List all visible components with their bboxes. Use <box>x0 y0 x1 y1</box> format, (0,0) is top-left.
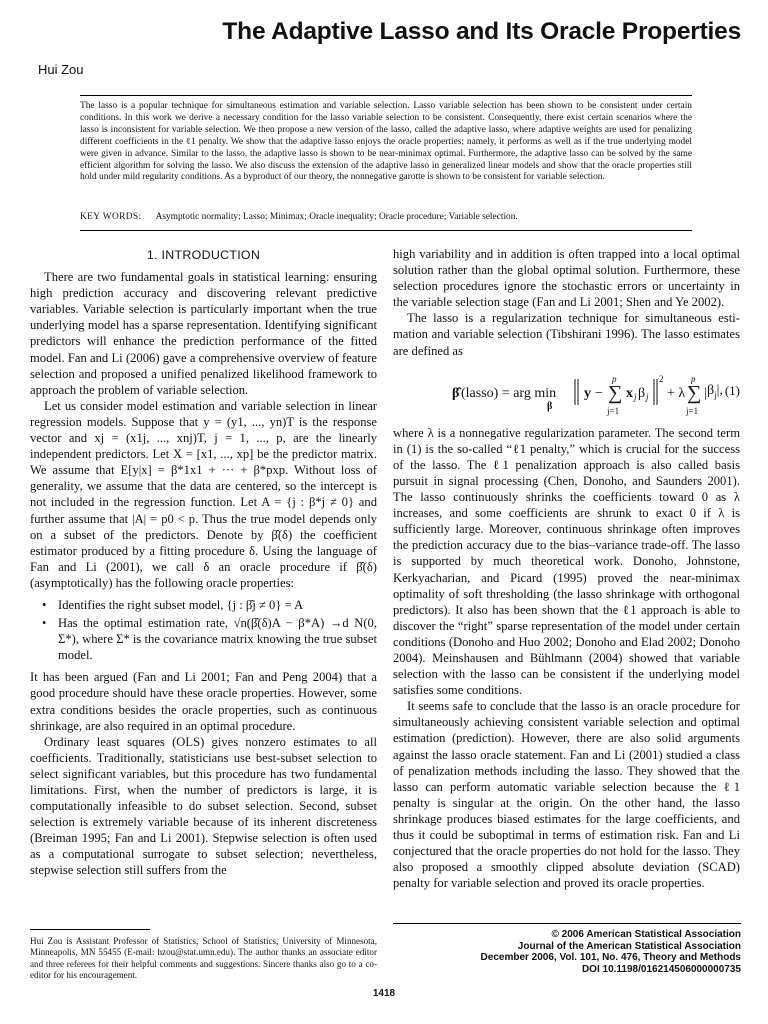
equation-sum-2-top: p <box>691 373 696 384</box>
equation-xj: x <box>626 385 633 401</box>
keywords-text: Asymptotic normality; Lasso; Minimax; Oracle inequality; Oracle procedure; Variable selection. <box>155 212 518 222</box>
equation-sum-2-bottom: j=1 <box>686 405 699 416</box>
equation-betaj-sub: j <box>646 391 649 402</box>
paragraph: Let us consider model estimation and variable selection in linear regression models. Suppose that y = (y1, ..., yn)T is the response vector and xj = (x1j, ..., xnj)T, j = 1, ..., p, are the linearly independent predictors. Let X = [x1, ..., xp] be the predictor matrix. We assume that E[y|x] = β*1x1 + ··· + β*pxp. Without loss of generality, we assume that the data are centered, so the intercept is not included in the regression function. Let A = {j : β*j ≠ 0} and further assume that |A| = p0 < p. Thus the true model depends only on a subset of the predictors. Denote by β̂(δ) the coefficient estimator produced by a fitting procedure δ. Using the language of Fan and Li (2001), we call δ an oracle procedure if β̂(δ) (asymptotically) has the following oracle properties: <box>30 398 377 590</box>
equation-minus: − <box>595 385 603 401</box>
journal-line: Journal of the American Statistical Association <box>517 940 741 952</box>
equation-sum-1-bottom: j=1 <box>607 405 620 416</box>
footnote-rule <box>30 929 150 930</box>
paragraph: where λ is a nonnegative regularization parameter. The second term in (1) is the so-called “ℓ1 penalty,” which is crucial for the success of the lasso. The ℓ1 penalization approach is also called basis pursuit in signal processing (Chen, Donoho, and Saunders 2001). The lasso continuously shrinks the coefficients toward 0 as λ increases, and some coefficients are shrunk to exact 0 if λ is sufficiently large. Moreover, continuous shrinkage often improves the prediction accuracy due to the bias–variance trade-off. The lasso is supported by much theoretical work. Donoho, Johnstone, Kerkyacharian, and Picard (1995) proved the near-minimax optimality of soft thresholding (the lasso shrinkage with orthogonal predictors). It also has been shown that the ℓ1 approach is able to discover the “right” sparse representation of the model under certain conditions (Donoho and Huo 2002; Donoho and Elad 2002; Donoho 2004). Meinshausen and Bühlmann (2004) showed that variable selection with the lasso can be consistent if the underlying model satisfies some conditions. <box>393 425 740 698</box>
equation-betaj: β <box>638 385 646 401</box>
paragraph: Ordinary least squares (OLS) gives nonzero estimates to all coefficients. Traditionally, statisticians use best-subset selection to select significant variables, but this procedure has two fundamental limitations. First, when the number of predictors is large, it is computationally infeasible to do subset selection. Second, subset selection is extremely variable because of its inherent discreteness (Breiman 1995; Fan and Li 2001). Stepwise selection is often used as a computational surrogate to subset selection; nevertheless, stepwise selection still suffers from the <box>30 734 377 878</box>
left-column <box>30 248 377 879</box>
right-column <box>393 246 740 891</box>
paragraph: It seems safe to conclude that the lasso is an oracle procedure for simultaneously achieving consistent variable selection and optimal estimation (prediction). However, there are also solid arguments against the lasso oracle statement. Fan and Li (2001) studied a class of penalization methods including the lasso. They showed that the lasso can perform automatic variable selection because the ℓ1 penalty is singular at the origin. On the other hand, the lasso shrinkage produces biased estimates for the large coefficients, and thus it could be suboptimal in terms of estimation risk. Fan and Li conjectured that the oracle properties do not hold for the lasso. They also proposed a smoothly clipped absolute deviation (SCAD) penalty for variable selection and proved its oracle properties. <box>393 699 740 891</box>
equation-abs-start: | <box>704 385 707 401</box>
doi-line: DOI 10.1198/016214506000000735 <box>581 963 741 975</box>
paragraph: It has been argued (Fan and Li 2001; Fan and Peng 2004) that a good procedure should have these oracle properties. However, some extra conditions besides the oracle properties, such as continuous shrinkage, are also required in an optimal procedure. <box>30 670 377 733</box>
issue-line: December 2006, Vol. 101, No. 476, Theory and Methods <box>480 952 741 964</box>
paragraph: There are two fundamental goals in statistical learning: ensuring high prediction accuracy and discovering relevant predictive variables. Variable selection is particularly important when the true underlying model has a sparse representation. Identifying significant predictors will enhance the prediction performance of the fitted model. Fan and Li (2006) gave a comprehensive overview of feature selection and proposed a unified penalized likelihood framework to approach the problem of variable selection. <box>30 270 377 397</box>
equation-sum-2: ∑ <box>687 381 702 404</box>
equation-argmin-sub: β <box>547 400 553 412</box>
equation-sum-1-top: p <box>612 373 617 384</box>
section-heading: 1. INTRODUCTION <box>146 248 261 262</box>
equation-xj-sub: j <box>634 391 637 402</box>
author-name: Hui Zou <box>38 62 84 77</box>
list-item: • Identifies the right subset model, {j : β̂j ≠ 0} = A <box>42 597 377 613</box>
equation-sum-1: ∑ <box>608 381 623 404</box>
abstract-top-rule <box>80 95 692 96</box>
publication-rule <box>393 923 741 924</box>
equation-square: 2 <box>659 373 664 384</box>
equation-plus-lambda: + λ <box>667 385 686 401</box>
equation-y: y <box>584 385 591 401</box>
page-number: 1418 <box>372 988 396 999</box>
oracle-properties-list <box>42 597 377 663</box>
author-footnote: Hui Zou is Assistant Professor of Statistics, School of Statistics, University of Minnesota, Minneapolis, MN 55455 (E-mail: hzou@stat.umn.edu). The author thanks an associate editor and three referees for their helpful comments and suggestions. Sincere thanks also go to a co-editor for his encouragement. <box>30 936 377 980</box>
equation-beta-hat: β̂ <box>452 385 460 401</box>
keywords <box>80 212 720 222</box>
lasso-equation <box>393 363 740 421</box>
equation-number: (1) <box>724 382 740 398</box>
paper-title: The Adaptive Lasso and Its Oracle Properties <box>222 18 741 45</box>
paragraph: high variability and in addition is often trapped into a local optimal solution rather than the global optimal solution. Furthermore, these selection procedures ignore the stochastic errors or uncertainty in the variable selection stage (Fan and Li 2001; Shen and Ye 2002). <box>393 247 740 310</box>
equation-abs-term: $\beta_j|$, <box>707 382 723 400</box>
list-item: • Has the optimal estimation rate, √n(β̂(δ)A − β*A) →d N(0, Σ*), where Σ* is the covariance matrix knowing the true subset model. <box>42 615 377 663</box>
abstract: The lasso is a popular technique for simultaneous estimation and variable selection. Lasso variable selection has been shown to be consistent under certain conditions. In this work we derive a necessary condition for the lasso variable selection to be consistent. Consequently, there exist certain scenarios where the lasso is inconsistent for variable selection. We then propose a new version of the lasso, called the adaptive lasso, where adaptive weights are used for penalizing different coefficients in the ℓ1 penalty. We show that the adaptive lasso enjoys the oracle properties; namely, it performs as well as if the true underlying model were given in advance. Similar to the lasso, the adaptive lasso is shown to be near-minimax optimal. Furthermore, the adaptive lasso can be solved by the same efficient algorithm for solving the lasso. We also discuss the extension of the adaptive lasso in generalized linear models and show that the oracle properties still hold under mild regularity conditions. As a byproduct of our theory, the nonnegative garotte is shown to be consistent for variable selection. <box>80 101 692 183</box>
equation-lasso-label: (lasso) = arg min <box>461 385 557 401</box>
keywords-label: KEY WORDS: <box>80 212 142 222</box>
publication-info <box>400 929 741 975</box>
equation-graphic <box>393 363 713 421</box>
abstract-bottom-rule <box>80 230 692 231</box>
paragraph: The lasso is a regularization technique for simultaneous estimation and variable selection (Tibshirani 1996). The lasso estimates are defined as <box>393 311 740 358</box>
copyright-line: © 2006 American Statistical Association <box>551 929 741 940</box>
